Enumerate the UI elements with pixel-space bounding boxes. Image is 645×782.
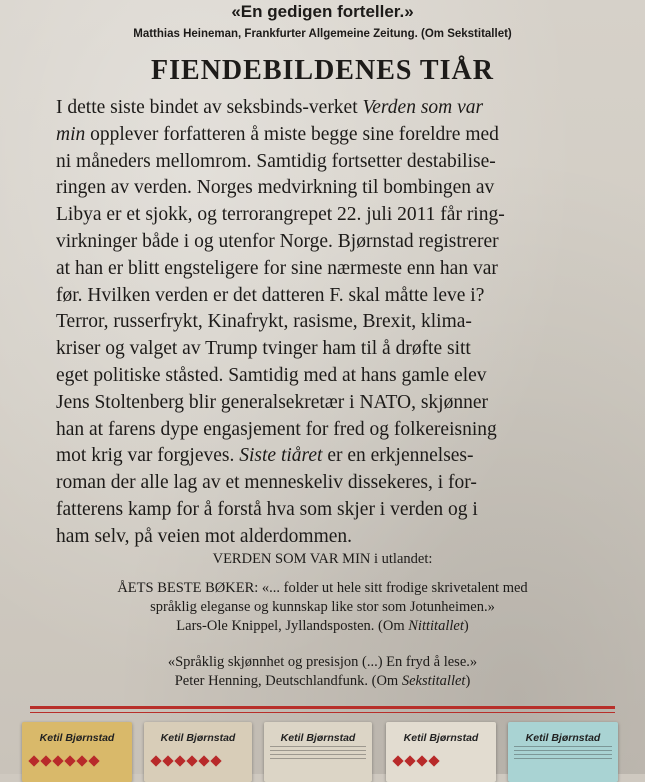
blurb-line: han at farens dype engasjement for fred og folkereisning	[56, 418, 497, 440]
review-quote-line: ÅETS BESTE BØKER: «... folder ut hele sitt frodige skrivetalent med	[117, 580, 528, 596]
series-cover-4	[386, 722, 496, 782]
review-jyllandsposten	[0, 579, 645, 636]
blurb-line: ni måneders mellomrom. Samtidig fortsetter destabilise-	[56, 150, 496, 172]
top-attribution: Matthias Heineman, Frankfurter Allgemeine Zeitung. (Om Sekstitallet)	[133, 28, 512, 40]
review-quote-line: «Språklig skjønnhet og presisjon (...) En fryd å lese.»	[167, 654, 478, 670]
blurb-line: min opplever forfatteren å miste begge sine foreldre med	[56, 123, 499, 145]
series-cover-5	[508, 722, 618, 782]
cover-title: Ketil Bjørnstad	[160, 732, 236, 744]
abroad-heading: VERDEN SOM VAR MIN i utlandet:	[212, 551, 433, 567]
blurb-text	[56, 95, 616, 551]
blurb-line: før. Hvilken verden er det datteren F. skal måtte leve i?	[56, 284, 485, 306]
blurb-line: Libya er et sjokk, og terrorangrepet 22. juli 2011 får ring-	[56, 204, 505, 226]
blurb-line: Jens Stoltenberg blir generalsekretær i NATO, skjønner	[56, 391, 488, 413]
red-divider-thin	[30, 712, 615, 713]
blurb-line: kriser og valget av Trump tvinger ham til å drøfte sitt	[56, 338, 471, 360]
blurb-line: Terror, russerfrykt, Kinafrykt, rasisme, Brexit, klima-	[56, 311, 472, 333]
cover-title: Ketil Bjørnstad	[39, 732, 115, 744]
cover-title: Ketil Bjørnstad	[280, 732, 356, 744]
blurb-line: fatterens kamp for å forstå hva som skjer i verden og i	[56, 498, 478, 520]
cover-small-text	[270, 746, 366, 760]
red-divider	[30, 706, 615, 709]
blurb-line: roman der alle lag av et menneskeliv dissekeres, i for-	[56, 472, 477, 494]
blurb-line: I dette siste bindet av seksbinds-verket Verden som var	[56, 97, 484, 118]
series-cover-1	[22, 722, 132, 782]
cover-small-text	[514, 746, 612, 760]
series-cover-2	[144, 722, 252, 782]
review-source: Peter Henning, Deutschlandfunk. (Om Sekstitallet)	[174, 673, 471, 689]
blurb-line: mot krig var forgjeves. Siste tiåret er en erkjennelses-	[56, 445, 474, 467]
cover-diamond-icons	[394, 752, 442, 770]
blurb-line: at han er blitt engsteligere for sine nærmeste enn han var	[56, 257, 498, 279]
blurb-line: virkninger både i og utenfor Norge. Bjørnstad registrerer	[56, 230, 499, 252]
review-deutschlandfunk	[0, 653, 645, 691]
cover-title: Ketil Bjørnstad	[403, 732, 479, 744]
review-source: Lars-Ole Knippel, Jyllandsposten. (Om Nittitallet)	[176, 618, 469, 634]
page-title: FIENDEBILDENES TIÅR	[151, 55, 494, 86]
series-covers-row	[22, 722, 632, 774]
series-cover-3	[264, 722, 372, 782]
top-quote: «En gedigen forteller.»	[231, 2, 414, 21]
blurb-line: ham selv, på veien mot alderdommen.	[56, 525, 353, 547]
review-quote-line: språklig eleganse og kunnskap like stor som Jotunheimen.»	[150, 599, 495, 615]
cover-title: Ketil Bjørnstad	[525, 732, 601, 744]
cover-diamond-icons	[152, 752, 224, 770]
cover-diamond-icons	[30, 752, 102, 770]
blurb-line: eget politiske ståsted. Samtidig med at hans gamle elev	[56, 364, 487, 386]
blurb-line: ringen av verden. Norges medvirkning til bombingen av	[56, 177, 495, 199]
